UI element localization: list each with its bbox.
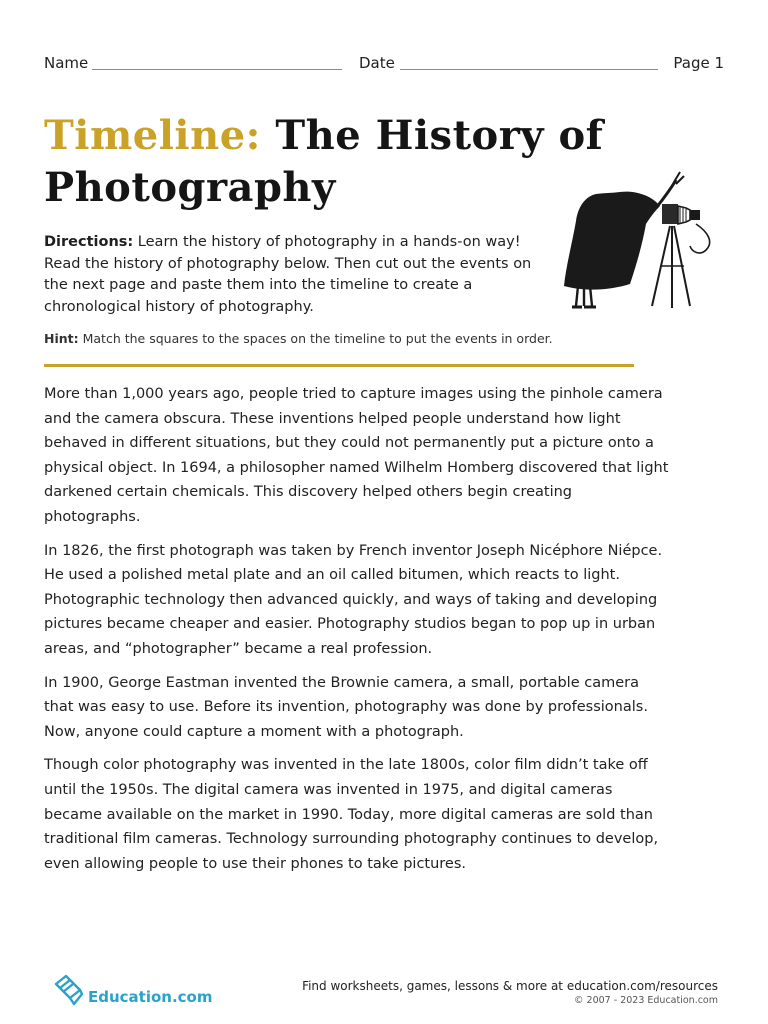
footer-info xyxy=(298,978,718,1007)
paragraph: In 1826, the first photograph was taken by French inventor Joseph Nicéphore Niépce. He used a polished metal plate and an oil called bitumen, which reacts to light. Photographic technology then advanced quickly, and ways of taking and developing pictures became cheaper and easier. Photography studios began to pop up in urban areas, and “photographer” became a real profession. xyxy=(44,542,663,657)
section-divider xyxy=(44,364,634,367)
name-line xyxy=(92,69,342,70)
photographer-with-camera-icon xyxy=(556,166,716,314)
footer-tagline: Find worksheets, games, lessons & more at education.com/resources xyxy=(302,979,718,993)
paragraph: More than 1,000 years ago, people tried to capture images using the pinhole camera and the camera obscura. These inventions helped people understand how light behaved in different situations, but they could not permanently put a picture onto a physical object. In 1694, a philosopher named Wilhelm Homberg discovered that light darkened certain chemicals. This discovery helped others begin creating photographs. xyxy=(44,386,669,525)
footer-copyright: © 2007 - 2023 Education.com xyxy=(574,995,718,1006)
history-text xyxy=(44,382,672,885)
paragraph: Though color photography was invented in the late 1800s, color film didn’t take off until the 1950s. The digital camera was invented in 1975, and digital cameras became available on the market in 1990. Today, more digital cameras are sold than traditional film cameras. Technology surrounding photography continues to develop, even allowing people to use their phones to take pictures. xyxy=(44,757,659,872)
title-main: The History of Photography xyxy=(44,112,604,211)
worksheet-header xyxy=(44,52,724,76)
hint xyxy=(44,330,624,348)
education-logo-icon xyxy=(52,972,86,1006)
directions-label: Directions: xyxy=(44,234,134,250)
hint-label: Hint: xyxy=(44,331,79,346)
directions xyxy=(44,232,544,318)
name-label: Name xyxy=(44,54,89,72)
page-title xyxy=(44,110,604,214)
directions-text: Learn the history of photography in a hands-on way! Read the history of photography below. Then cut out the events on the next page and paste them into the timeline to create a chronological history of photography. xyxy=(44,234,532,315)
title-accent: Timeline: xyxy=(44,112,261,159)
education-logo[interactable] xyxy=(52,972,222,1006)
page-number: Page 1 xyxy=(673,54,724,72)
date-line xyxy=(400,69,658,70)
date-label: Date xyxy=(359,54,395,72)
logo-text: Education.com xyxy=(88,988,213,1006)
hint-text: Match the squares to the spaces on the timeline to put the events in order. xyxy=(78,331,553,346)
paragraph: In 1900, George Eastman invented the Brownie camera, a small, portable camera that was easy to use. Before its invention, photography was done by professionals. Now, anyone could capture a moment with a photograph. xyxy=(44,674,648,740)
